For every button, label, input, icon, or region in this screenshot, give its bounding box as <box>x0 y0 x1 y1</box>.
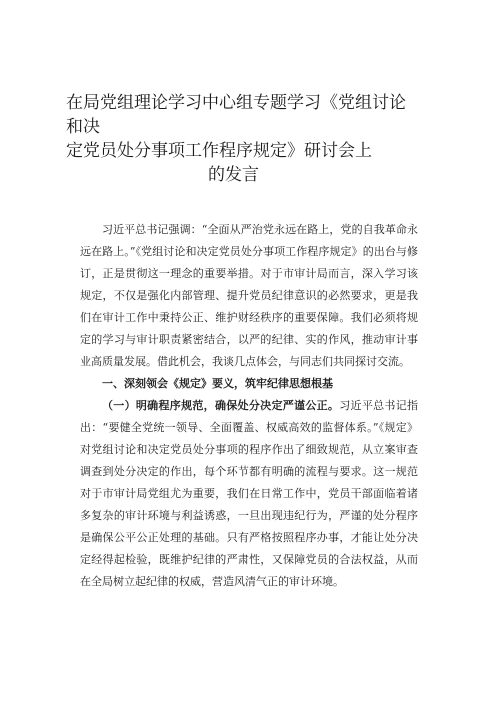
title-line-1: 在局党组理论学习中心组专题学习《党组讨论和决 <box>66 93 406 137</box>
document-body <box>80 219 418 593</box>
subsection-paragraph-text: 习近平总书记指出：“要健全党统一领导、全面覆盖、权威高效的监督体系。”《规定》对党组讨论和决定党员处分事项的程序作出了细致规范，从立案审查调查到处分决定的作出，每个环节都有明确的流程与要求。这一规范对于市审计局党组尤为重要，我们在日常工作中，党员干部面临着诸多复杂的审计环境与利益诱惑，一旦出现违纪行为，严谨的处分程序是确保公平公正处理的基础。只有严格按照程序办事，才能让处分决定经得起检验，既维护纪律的严肃性，又保障党员的合法权益，从而在全局树立起纪律的权威，营造风清气正的审计环境。 <box>80 399 419 588</box>
intro-paragraph: 习近平总书记强调：“全面从严治党永远在路上，党的自我革命永远在路上。”《党组讨论和决定党员处分事项工作程序规定》的出台与修订，正是贯彻这一理念的重要举措。对于市审计局而言，深入学习该规定，不仅是强化内部管理、提升党员纪律意识的必然要求，更是我们在审计工作中秉持公正、维护财经秩序的重要保障。我们必须将规定的学习与审计职责紧密结合，以严的纪律、实的作风，推动审计事业高质量发展。借此机会，我谈几点体会，与同志们共同探讨交流。 <box>80 223 418 368</box>
title-line-2: 定党员处分事项工作程序规定》研讨会上 <box>66 141 372 161</box>
title-line-3: 的发言 <box>208 165 259 185</box>
section-heading-1: 一、深刻领会《规定》要义，筑牢纪律思想根基 <box>102 377 333 390</box>
subsection-heading-1: （一）明确程序规范，确保处分决定严谨公正。 <box>102 399 340 412</box>
document-title <box>66 0 418 187</box>
subsection-paragraph-1 <box>80 395 418 593</box>
